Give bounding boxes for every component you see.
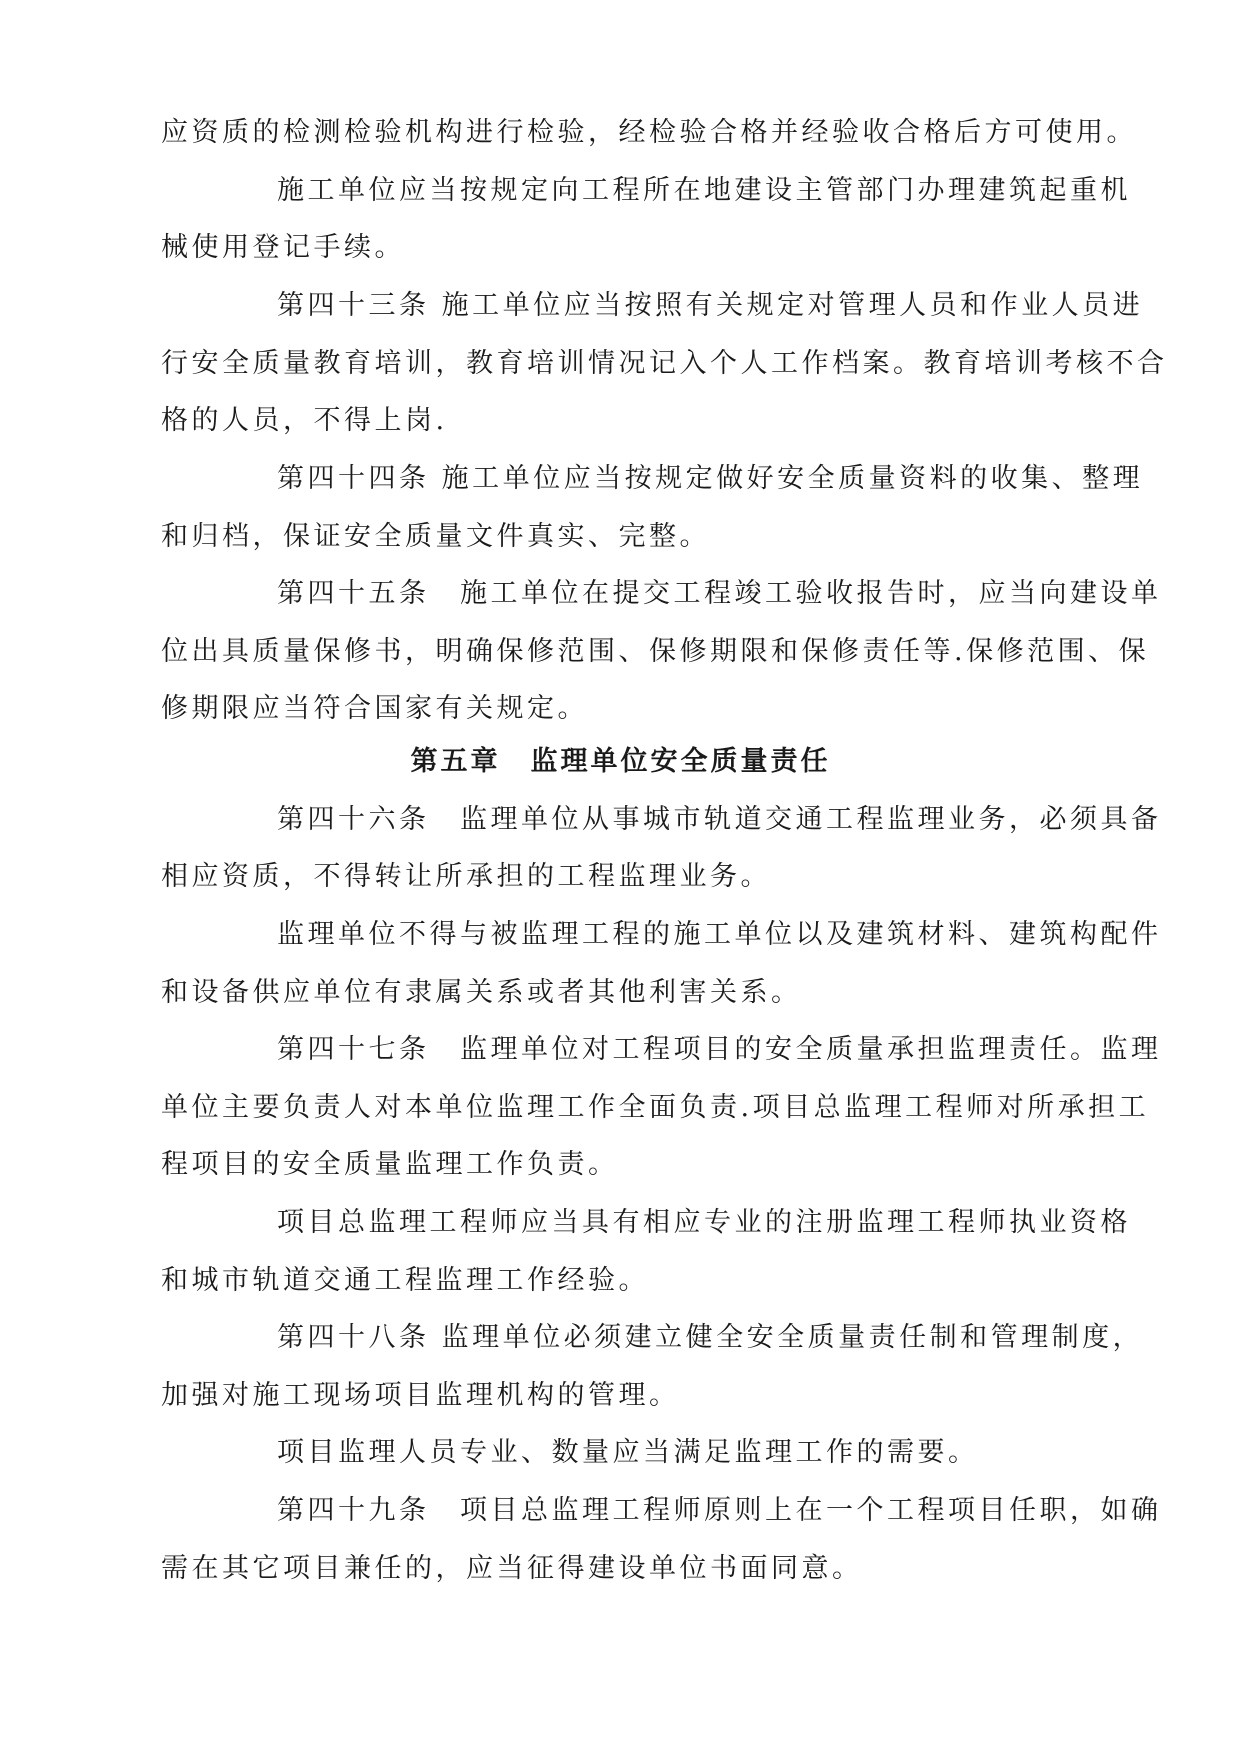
- text-line: 行安全质量教育培训，教育培训情况记入个人工作档案。教育培训考核不合: [161, 348, 1168, 379]
- chapter-heading: 第五章 监理单位安全质量责任: [410, 746, 831, 777]
- text-line: 第四十五条 施工单位在提交工程竣工验收报告时，应当向建设单: [277, 578, 1162, 609]
- text-line: 和城市轨道交通工程监理工作经验。: [161, 1265, 649, 1296]
- text-line: 格的人员，不得上岗.: [161, 405, 448, 436]
- text-line: 第四十九条 项目总监理工程师原则上在一个工程项目任职，如确: [277, 1495, 1162, 1526]
- text-line: 程项目的安全质量监理工作负责。: [161, 1149, 619, 1180]
- text-line: 加强对施工现场项目监理机构的管理。: [161, 1380, 680, 1411]
- text-line: 单位主要负责人对本单位监理工作全面负责.项目总监理工程师对所承担工: [161, 1092, 1150, 1123]
- text-line: 应资质的检测检验机构进行检验，经检验合格并经验收合格后方可使用。: [161, 117, 1137, 148]
- text-line: 第四十八条 监理单位必须建立健全安全质量责任制和管理制度，: [277, 1322, 1144, 1353]
- text-line: 第四十六条 监理单位从事城市轨道交通工程监理业务，必须具备: [277, 804, 1162, 835]
- text-line: 位出具质量保修书，明确保修范围、保修期限和保修责任等.保修范围、保: [161, 636, 1150, 667]
- text-line: 监理单位不得与被监理工程的施工单位以及建筑材料、建筑构配件: [277, 919, 1162, 950]
- text-line: 第四十三条 施工单位应当按照有关规定对管理人员和作业人员进: [277, 290, 1144, 321]
- text-line: 需在其它项目兼任的，应当征得建设单位书面同意。: [161, 1553, 863, 1584]
- text-line: 第四十七条 监理单位对工程项目的安全质量承担监理责任。监理: [277, 1034, 1162, 1065]
- text-line: 和设备供应单位有隶属关系或者其他利害关系。: [161, 977, 802, 1008]
- text-line: 修期限应当符合国家有关规定。: [161, 693, 588, 724]
- text-line: 项目监理人员专业、数量应当满足监理工作的需要。: [277, 1437, 979, 1468]
- text-line: 项目总监理工程师应当具有相应专业的注册监理工程师执业资格: [277, 1207, 1131, 1238]
- text-line: 相应资质，不得转让所承担的工程监理业务。: [161, 861, 771, 892]
- text-line: 施工单位应当按规定向工程所在地建设主管部门办理建筑起重机: [277, 175, 1131, 206]
- text-line: 械使用登记手续。: [161, 232, 405, 263]
- text-line: 第四十四条 施工单位应当按规定做好安全质量资料的收集、整理: [277, 463, 1144, 494]
- text-line: 和归档，保证安全质量文件真实、完整。: [161, 521, 710, 552]
